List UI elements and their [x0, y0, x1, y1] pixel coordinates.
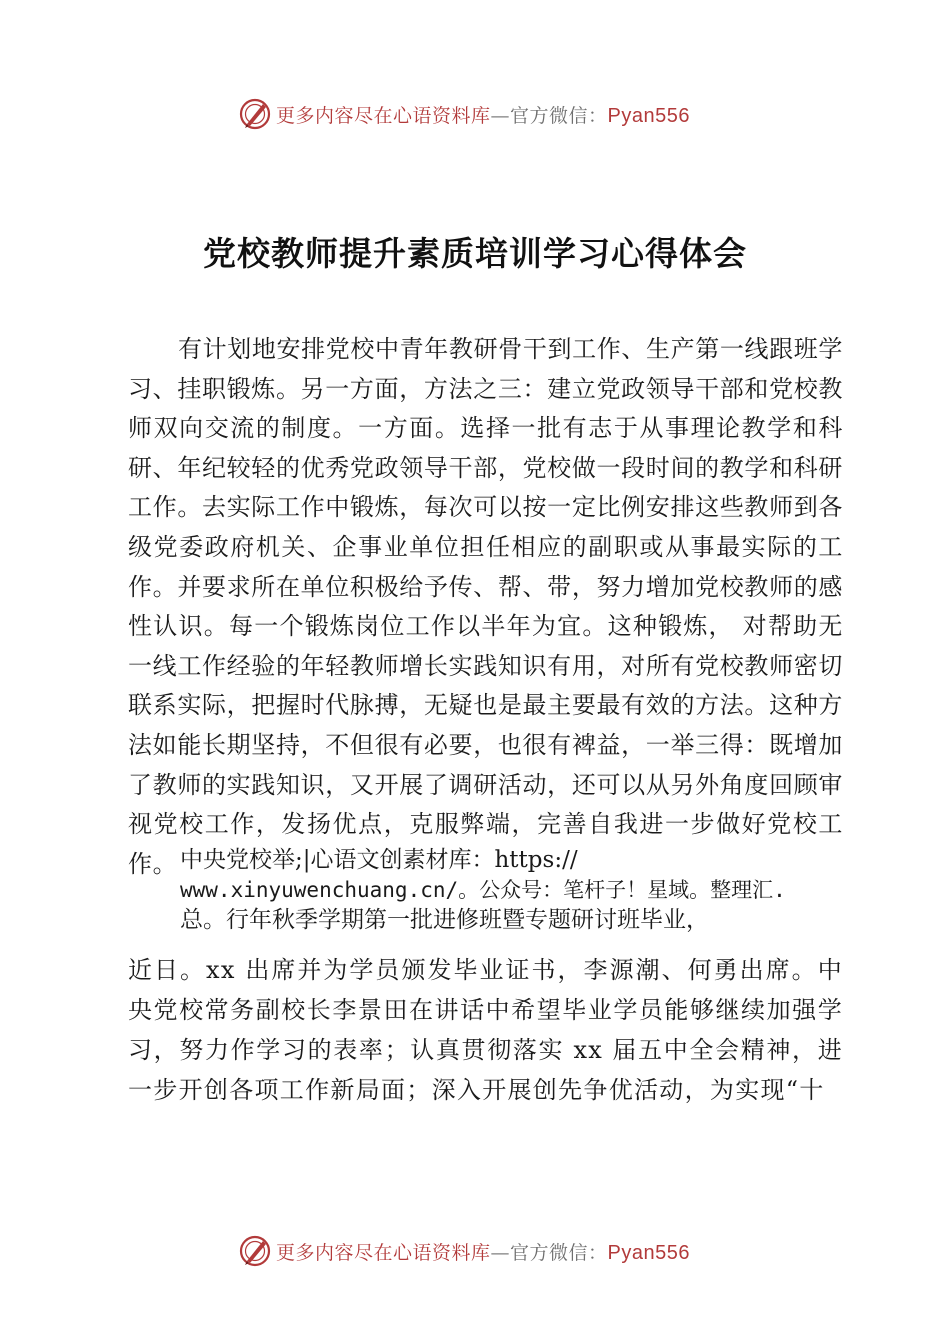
- banner-text: 更多内容尽在心语资料库—官方微信：Pyan556: [276, 1242, 690, 1264]
- document-title: 党校教师提升素质培训学习心得体会: [203, 234, 747, 273]
- header-banner: [0, 95, 950, 135]
- note-line-1: 中央党校举;|心语文创素材库：https://: [180, 847, 578, 873]
- paragraph-1: 有计划地安排党校中青年教研骨干到工作、生产第一线跟班学习、挂职锻炼。另一方面，方法之三：建立党政领导干部和党校教师双向交流的制度。一方面。选择一批有志于从事理论教学和科研、年纪较轻的优秀党政领导干部，党校做一段时间的教学和科研工作。去实际工作中锻炼，每次可以按一定比例安排这些教师到各级党委政府机关、企事业单位担任相应的副职或从事最实际的工作。并要求所在单位积极给予传、帮、带，努力增加党校教师的感性认识。每一个锻炼岗位工作以半年为宜。这种锻炼， 对帮助无一线工作经验的年轻教师增长实践知识有用，对所有党校教师密切联系实际，把握时代脉搏，无疑也是最主要最有效的方法。这种方法如能长期坚持，不但很有必要，也很有裨益，一举三得：既增加了教师的实践知识，又开展了调研活动，还可以从另外角度回顾审视党校工作，发扬优点，克服弊端，完善自我进一步做好党校工作。: [128, 335, 843, 878]
- banner-text: 更多内容尽在心语资料库—官方微信：Pyan556: [276, 105, 690, 127]
- pen-logo-icon: [238, 1234, 272, 1268]
- body-section-2: [128, 950, 843, 1110]
- body-section-1: [128, 330, 843, 884]
- source-note: [180, 845, 860, 935]
- pen-logo-icon: [238, 97, 272, 131]
- footer-banner: [0, 1232, 950, 1272]
- paragraph-2: 近日。xx 出席并为学员颁发毕业证书，李源潮、何勇出席。中央党校常务副校长李景田在讲话中希望毕业学员能够继续加强学习，努力作学习的表率；认真贯彻落实 xx 届五中全会精神，进一步开创各项工作新局面；深入开展创先争优活动，为实现“十: [128, 956, 843, 1104]
- note-line-2: www.xinyuwenchuang.cn/。公众号：笔杆子！星域。整理汇.: [180, 878, 786, 902]
- note-line-3: 总。行年秋季学期第一批进修班暨专题研讨班毕业，: [180, 907, 709, 933]
